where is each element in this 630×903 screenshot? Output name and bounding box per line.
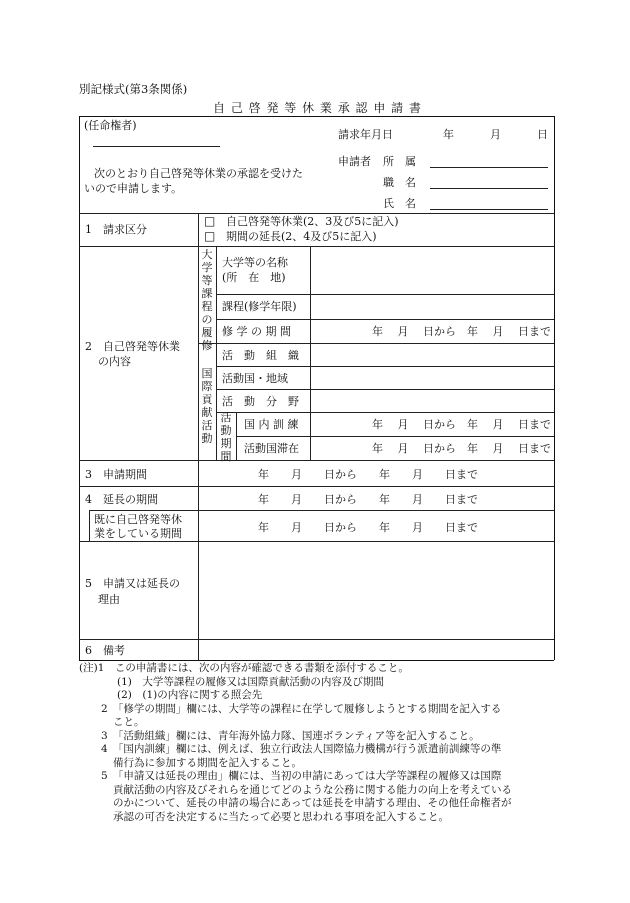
row-line-country — [216, 366, 554, 367]
section3-period-value[interactable]: 年 月 日から 年 月 日まで — [258, 468, 478, 481]
authority-label: (任命権者) — [84, 119, 137, 132]
section4-period-value[interactable]: 年 月 日から 年 月 日まで — [258, 493, 478, 506]
option1-label: 自己啓発等休業(2、3及び5に記入) — [226, 215, 399, 228]
note-5-line3: のかについて、延長の申請の場合にあっては延長を申請する理由、その他任命権者が — [113, 797, 512, 809]
section4-label: 4 延長の期間 — [85, 493, 158, 506]
section5-top-line — [79, 541, 554, 542]
note-3: 3 「活動組織」欄には、青年海外協力隊、国連ボランティア等を記入すること。 — [101, 729, 480, 742]
section3-top-line — [79, 460, 554, 461]
study-period-label: 修 学 の 期 間 — [222, 325, 291, 338]
reason-field[interactable] — [200, 543, 552, 637]
request-month-label: 月 — [490, 128, 501, 141]
existing-period-label-line2: 業をしている期間 — [94, 527, 182, 540]
domestic-training-value[interactable]: 年 月 日から 年 月 日まで — [372, 418, 551, 431]
note-2-line1: 2 「修学の期間」欄には、大学等の課程に在学して履修しようとする期間を記入する — [101, 702, 502, 715]
request-date-label: 請求年月日 — [338, 128, 393, 141]
univ-name-label-line1: 大学等の名称 — [222, 256, 288, 269]
affiliation-label: 所 属 — [383, 155, 416, 168]
row-line-intl-start — [198, 343, 554, 344]
existing-period-label-line1: 既に自己啓発等休 — [94, 513, 182, 526]
table-left-border — [79, 116, 80, 660]
section3-label: 3 申請期間 — [85, 468, 147, 481]
table-bottom-border — [79, 660, 554, 661]
note-1-item2: (2) (1)の内容に関する照会先 — [117, 689, 263, 701]
existing-period-top-line — [89, 510, 554, 511]
table-top-border — [79, 116, 554, 117]
section1-label: 1 請求区分 — [85, 223, 147, 236]
note-5-line4: 承認の可否を決定するに当たって必要と思われる事項を記入すること。 — [113, 810, 449, 823]
activity-country-label: 活動国・地域 — [222, 372, 288, 385]
name-label: 氏 名 — [383, 197, 416, 210]
section1-top-line — [79, 213, 554, 214]
section6-label: 6 備考 — [85, 644, 125, 657]
applicant-label: 申請者 — [338, 155, 371, 168]
course-label: 課程(修学年限) — [222, 300, 297, 313]
item-column-divider — [310, 246, 311, 460]
note-5-line2: 貢献活動の内容及びそれらを通じてどのような公務に関する能力の向上を考えている — [113, 783, 512, 796]
section4-top-line — [79, 486, 554, 487]
section2-label-line2: の内容 — [98, 355, 131, 368]
request-day-label: 日 — [537, 128, 548, 141]
position-field[interactable] — [430, 188, 548, 189]
position-label: 職 名 — [383, 176, 416, 189]
activity-period-vertical-label: 活動期間 — [220, 411, 232, 463]
statement-line2: いので申請します。 — [84, 182, 183, 195]
stay-abroad-value[interactable]: 年 月 日から 年 月 日まで — [372, 442, 551, 455]
row-line-period — [216, 412, 554, 413]
note-4-line2: 備行為に参加する期間を記入すること。 — [113, 756, 302, 769]
table-right-border — [554, 116, 555, 660]
option2-label: 期間の延長(2、4及び5に記入) — [226, 230, 377, 243]
row-line-stay — [236, 436, 554, 437]
section2-label-line1: 2 自己啓発等休業 — [85, 340, 180, 353]
group-column-divider — [216, 246, 217, 460]
note-4-line1: 4 「国内訓練」欄には、例えば、独立行政法人国際協力機構が行う派遣前訓練等の準 — [101, 743, 502, 755]
row-line-course — [216, 294, 554, 295]
note-5-line1: 5 「申請又は延長の理由」欄には、当初の申請にあっては大学等課程の履修又は国際 — [101, 770, 502, 782]
note-2-line2: こと。 — [113, 716, 145, 728]
activity-field-label: 活 動 分 野 — [222, 395, 299, 408]
notes-block — [79, 662, 554, 824]
section5-label-line2: 理由 — [98, 593, 120, 606]
section6-top-line — [79, 639, 554, 640]
row-line-field — [216, 389, 554, 390]
section5-label-line1: 5 申請又は延長の — [85, 577, 180, 590]
stay-abroad-label: 活動国滞在 — [244, 442, 299, 455]
affiliation-field[interactable] — [430, 167, 548, 168]
remarks-field[interactable] — [200, 641, 552, 659]
form-reference: 別記様式(第3条関係) — [79, 82, 188, 96]
univ-course-vertical-label: 大学等課程の履修 — [201, 248, 213, 352]
authority-name-line[interactable] — [93, 146, 220, 147]
statement-line1: 次のとおり自己啓発等休業の承認を受けた — [94, 167, 303, 180]
study-period-value[interactable]: 年 月 日から 年 月 日まで — [372, 325, 551, 338]
form-title: 自 己 啓 発 等 休 業 承 認 申 請 書 — [213, 101, 422, 115]
row-line-study-period — [216, 319, 554, 320]
name-field[interactable] — [430, 209, 548, 210]
domestic-training-label: 国 内 訓 練 — [244, 418, 299, 431]
label-column-divider — [198, 213, 199, 660]
section2-top-line — [79, 246, 554, 247]
option2-checkbox[interactable]: □ — [204, 229, 216, 243]
activity-org-label: 活 動 組 織 — [222, 349, 299, 362]
univ-name-label-line2: (所 在 地) — [222, 271, 286, 284]
option1-checkbox[interactable]: □ — [204, 214, 216, 228]
intl-contribution-vertical-label: 国際貢献活動 — [201, 367, 213, 445]
note-1: (注)1 この申請書には、次の内容が確認できる書類を添付すること。 — [79, 662, 409, 674]
existing-period-left-line — [89, 510, 90, 541]
request-year-label: 年 — [443, 128, 454, 141]
note-1-item1: (1) 大学等課程の履修又は国際貢献活動の内容及び期間 — [117, 675, 384, 688]
existing-period-value[interactable]: 年 月 日から 年 月 日まで — [258, 521, 478, 534]
